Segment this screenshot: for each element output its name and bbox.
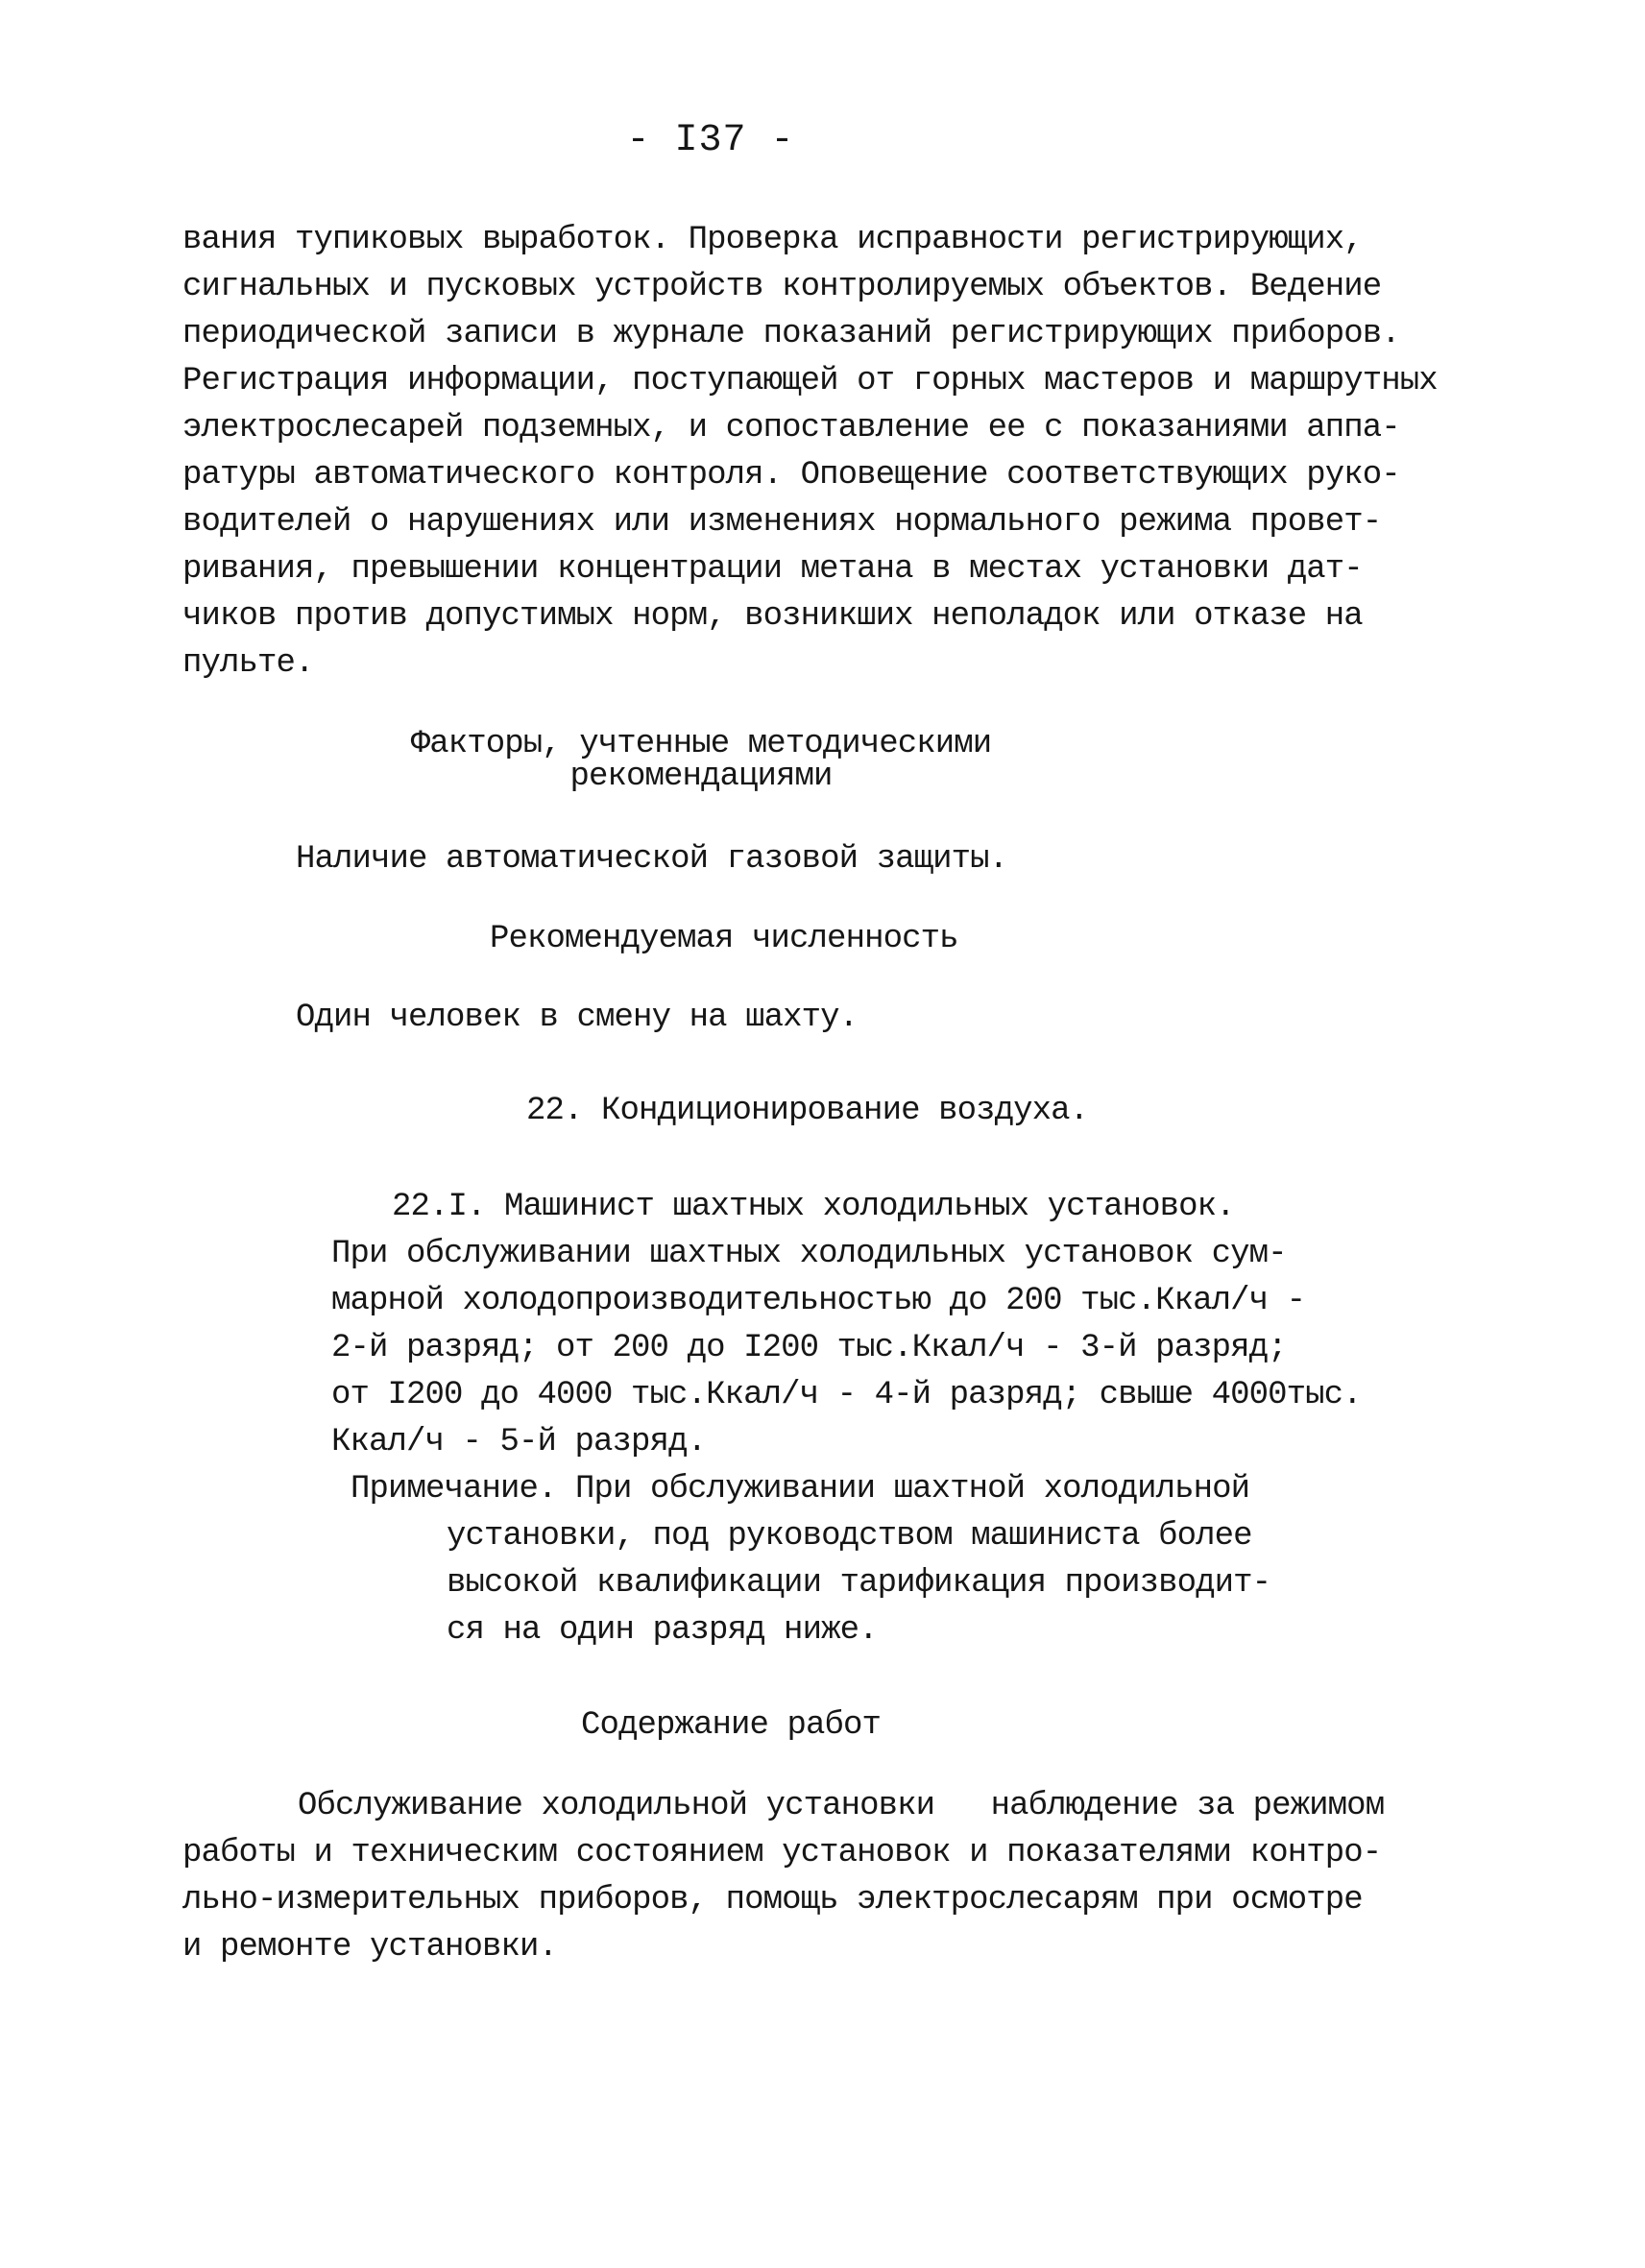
heading-recommended-staff: Рекомендуемая численность bbox=[490, 921, 958, 957]
section-22-title: 22. Кондиционирование воздуха. bbox=[526, 1093, 1089, 1129]
note-continuation: установки, под руководством машиниста более высокой квалификации тарификация производит- ся на один разряд ниже. bbox=[447, 1518, 1271, 1649]
paragraph-duties-continued: вания тупиковых выработок. Проверка исправности регистрирующих, сигнальных и пусковых устройств контролируемых объектов. Ведение периодической записи в журнале показаний регистрирующих приборов. Регистрация информации, поступающей от горных мастеров и маршрутных электрослесарей подземных, и сопоставление ее с показаниями аппа- ратуры автоматического контроля. Оповещение соответствующих руко- водителей о нарушениях или изменениях нормального режима провет- ривания, превышении концентрации метана в местах установки дат- чиков против допустимых норм, возникших неполадок или отказе на пульте. bbox=[182, 222, 1438, 682]
page-number: - I37 - bbox=[626, 119, 795, 162]
note-first-line: Примечание. При обслуживании шахтной холодильной bbox=[351, 1471, 1250, 1508]
factor-text: Наличие автоматической газовой защиты. bbox=[296, 841, 1008, 878]
work-content-first-line: Обслуживание холодильной установки наблюдение за режимом bbox=[298, 1788, 1385, 1824]
subsection-22-1-body: При обслуживании шахтных холодильных установок сум- марной холодопроизводительностью до 200 тыс.Ккал/ч - 2-й разряд; от 200 до I200 тыс.Ккал/ч - 3-й разряд; от I200 до 4000 тыс.Ккал/ч - 4-й разряд; свыше 4000тыс. Ккал/ч - 5-й разряд. bbox=[331, 1236, 1362, 1460]
work-content-continuation: работы и техническим состоянием установок и показателями контро- льно-измерительных приборов, помощь электрослесарям при осмотре и ремонте установки. bbox=[182, 1835, 1382, 1966]
heading-factors: Факторы, учтенные методическими рекомендациями bbox=[410, 726, 992, 795]
staff-text: Один человек в смену на шахту. bbox=[296, 1000, 859, 1036]
heading-work-content: Содержание работ bbox=[581, 1707, 882, 1744]
subsection-22-1-title: 22.I. Машинист шахтных холодильных установок. bbox=[392, 1189, 1235, 1225]
